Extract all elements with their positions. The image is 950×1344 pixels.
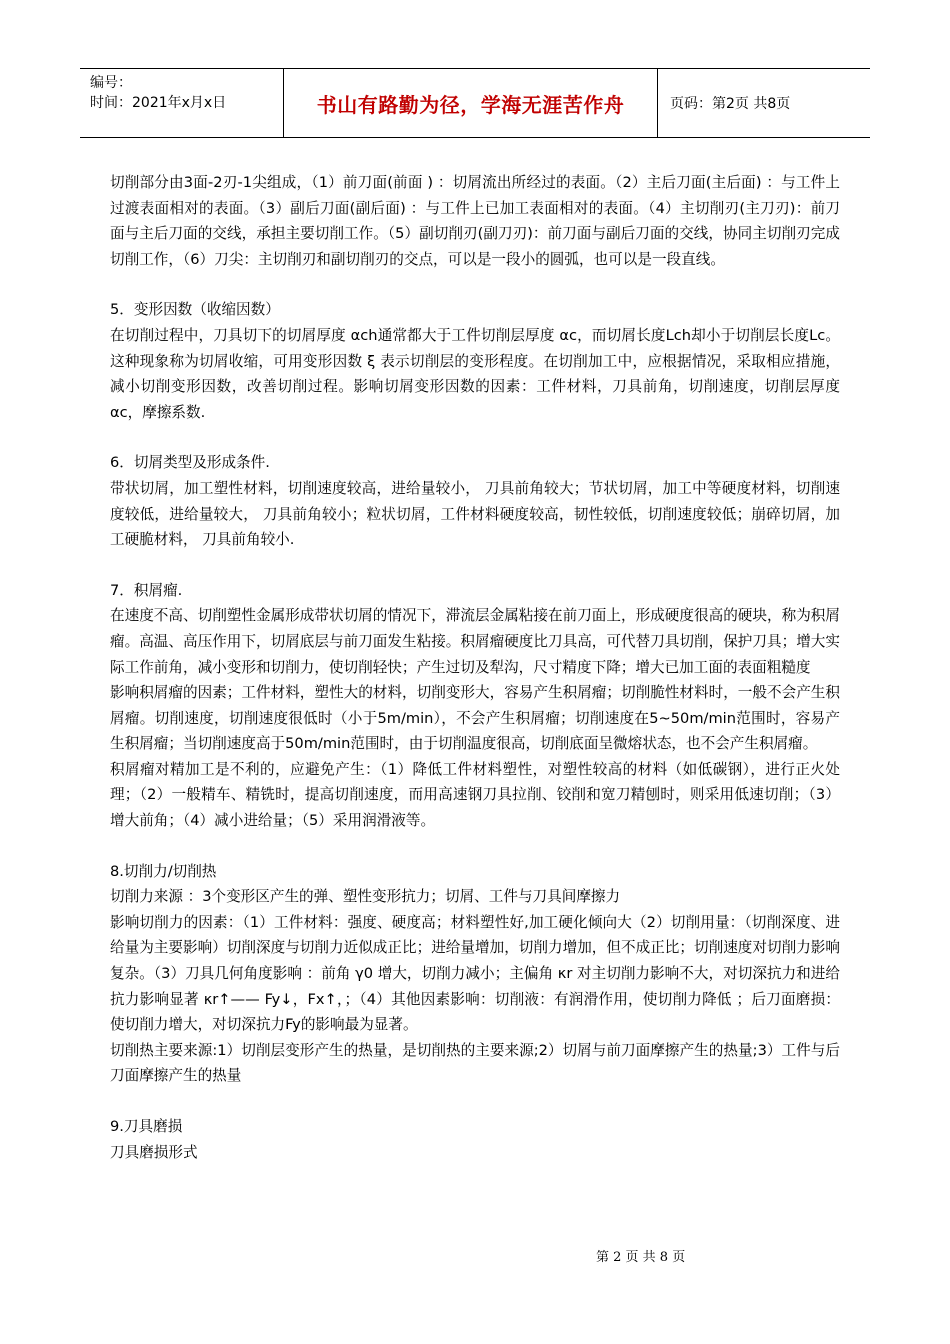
page-footer: 第 2 页 共 8 页 <box>596 1250 686 1265</box>
paragraph: 在切削过程中，刀具切下的切屑厚度 αch通常都大于工件切削层厚度 αc，而切屑长度Lch却小于切削层长度Lc。这种现象称为切屑收缩，可用变形因数 ξ 表示切削层的变形程度。在切削加工中，应根据情况，采取相应措施，减小切削变形因数，改善切削过程。影响切屑变形因数的因素：工件材料，刀具前角，切削速度，切削层厚度αc，摩擦系数. <box>110 326 840 421</box>
paragraph: 积屑瘤对精加工是不利的，应避免产生：（1）降低工件材料塑性，对塑性较高的材料（如低碳钢），进行正火处理；（2）一般精车、精铣时，提高切削速度，而用高速钢刀具拉削、铰削和宽刀精刨时，则采用低速切削；（3）增大前角；（4）减小进给量；（5）采用润滑液等。 <box>110 760 840 830</box>
paragraph: 影响积屑瘤的因素；工件材料，塑性大的材料，切削变形大，容易产生积屑瘤；切削脆性材料时，一般不会产生积屑瘤。切削速度，切削速度很低时（小于5m/min），不会产生积屑瘤；切削速度在5~50m/min范围时，容易产生积屑瘤；当切削速度高于50m/min范围时，由于切削温度很高，切削底面呈微熔状态，也不会产生积屑瘤。 <box>110 684 840 753</box>
section-heading: 5．变形因数（收缩因数） <box>110 301 280 319</box>
paragraph: 在速度不高、切削塑性金属形成带状切屑的情况下，滞流层金属粘接在前刀面上，形成硬度很高的硬块，称为积屑瘤。高温、高压作用下，切屑底层与前刀面发生粘接。积屑瘤硬度比刀具高，可代替刀具切削，保护刀具；增大实际工作前角，减小变形和切削力，使切削轻快；产生过切及犁沟，尺寸精度下降；增大已加工面的表面粗糙度 <box>110 607 840 676</box>
blank-line <box>110 834 840 859</box>
paragraph: 切削部分由3面-2刃-1尖组成，（1）前刀面(前面 ) ：切屑流出所经过的表面。（2）主后刀面(主后面) ：与工件上过渡表面相对的表面。（3）副后刀面(副后面) ：与工件上已加工表面相对的表面。（4）主切削刃(主刀刃)：前刀面与主后刀面的交线，承担主要切削工作。（5）副切削刃(副刀刃)：前刀面与副后刀面的交线，协同主切削刃完成切削工作，（6）刀尖：主切削刃和副切削刃的交点，可以是一段小的圆弧，也可以是一段直线。 <box>110 174 840 268</box>
number-label: 编号： <box>90 75 132 91</box>
section-heading: 7．积屑瘤. <box>110 581 183 599</box>
document-body <box>110 170 840 1165</box>
paragraph: 刀具磨损形式 <box>110 1143 198 1161</box>
paragraph: 切削力来源 ：3个变形区产生的弹、塑性变形抗力；切屑、工件与刀具间摩擦力 <box>110 888 621 906</box>
blank-line <box>110 425 840 450</box>
paragraph: 影响切削力的因素：（1）工件材料：强度、硬度高；材料塑性好,加工硬化倾向大（2）切削用量：（切削深度、进给量为主要影响）切削深度与切削力近似成正比；进给量增加，切削力增加，但不成正比；切削速度对切削力影响复杂。（3）刀具几何角度影响 ：前角 γ0 增大，切削力减小；主偏角 κr 对主切削力影响不大，对切深抗力和进给抗力影响显著 κr↑—— Fy↓，Fx↑，；（4）其他因素影响：切削液：有润滑作用，使切削力降低 ；后刀面磨损：使切削力增大，对切深抗力Fy的影响最为显著。 <box>110 913 840 1034</box>
blank-line <box>110 272 840 297</box>
header-table <box>80 68 870 138</box>
paragraph: 带状切屑，加工塑性材料，切削速度较高，进给量较小， 刀具前角较大；节状切屑，加工中等硬度材料，切削速度较低，进给量较大， 刀具前角较小；粒状切屑，工件材料硬度较高，韧性较低，切削速度较低；崩碎切屑，加工硬脆材料， 刀具前角较小. <box>110 479 840 549</box>
section-heading: 6．切屑类型及形成条件. <box>110 454 270 472</box>
motto: 书山有路勤为径，学海无涯苦作舟 <box>284 69 658 137</box>
section-heading: 9.刀具磨损 <box>110 1118 183 1135</box>
header-left-cell <box>80 69 284 137</box>
page-info: 页码：第2页 共8页 <box>670 96 791 112</box>
section-heading: 8.切削力/切削热 <box>110 862 217 880</box>
time-label: 时间：2021年x月x日 <box>90 95 227 111</box>
blank-line <box>110 553 840 578</box>
paragraph: 切削热主要来源:1）切削层变形产生的热量，是切削热的主要来源;2）切屑与前刀面摩擦产生的热量;3）工件与后刀面摩擦产生的热量 <box>110 1041 840 1085</box>
blank-line <box>110 1089 840 1114</box>
